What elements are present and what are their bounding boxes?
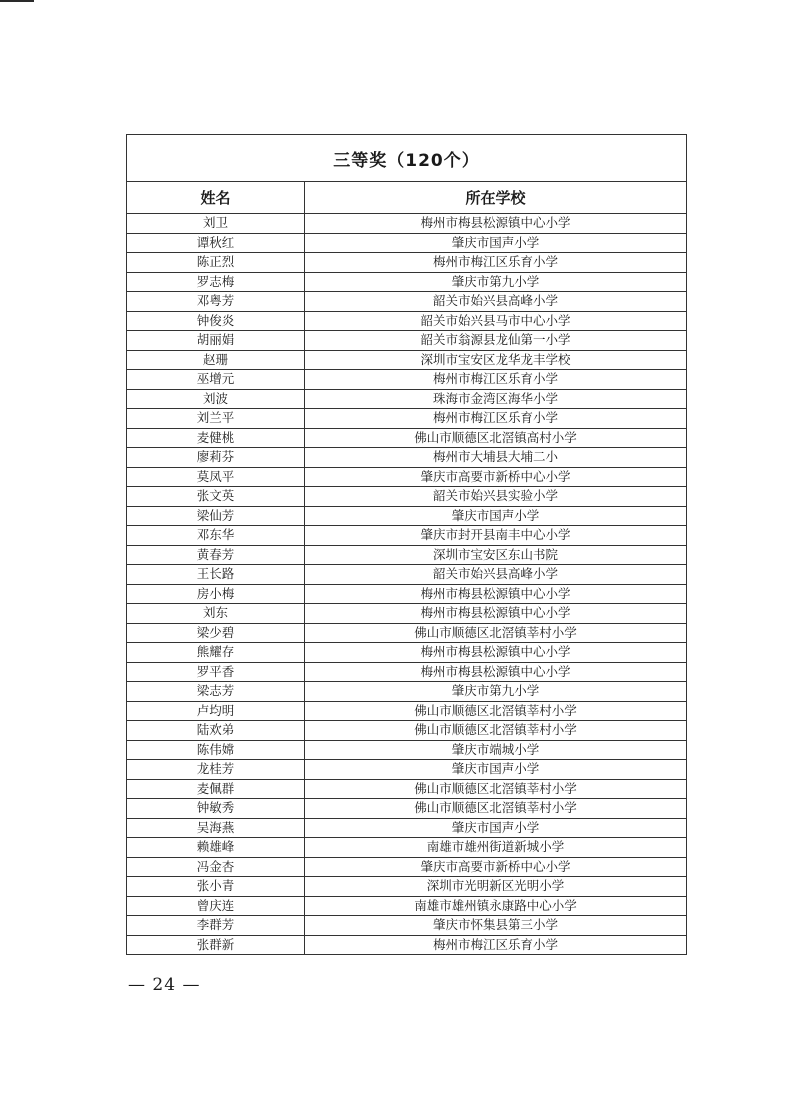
winner-name-cell: 王长路 <box>127 565 305 585</box>
school-cell: 南雄市雄州镇永康路中心小学 <box>305 896 687 916</box>
school-cell: 韶关市始兴县高峰小学 <box>305 292 687 312</box>
table-row <box>127 311 687 331</box>
winner-name-cell: 陈伟嫦 <box>127 740 305 760</box>
table-row <box>127 838 687 858</box>
winner-name-cell: 曾庆连 <box>127 896 305 916</box>
table-row <box>127 467 687 487</box>
table-row <box>127 233 687 253</box>
table-row <box>127 604 687 624</box>
table-row <box>127 682 687 702</box>
table-row <box>127 545 687 565</box>
school-cell: 韶关市始兴县高峰小学 <box>305 565 687 585</box>
school-cell: 肇庆市国声小学 <box>305 233 687 253</box>
winner-name-cell: 刘波 <box>127 389 305 409</box>
school-cell: 佛山市顺德区北滘镇莘村小学 <box>305 779 687 799</box>
school-cell: 佛山市顺德区北滘镇莘村小学 <box>305 721 687 741</box>
table-row <box>127 370 687 390</box>
winner-name-cell: 冯金杏 <box>127 857 305 877</box>
school-cell: 佛山市顺德区北滘镇高村小学 <box>305 428 687 448</box>
winner-name-cell: 莫凤平 <box>127 467 305 487</box>
winner-name-cell: 陈正烈 <box>127 253 305 273</box>
winner-name-cell: 麦佩群 <box>127 779 305 799</box>
winner-name-cell: 罗志梅 <box>127 272 305 292</box>
school-cell: 梅州市梅县松源镇中心小学 <box>305 643 687 663</box>
table-row <box>127 857 687 877</box>
school-cell: 深圳市宝安区龙华龙丰学校 <box>305 350 687 370</box>
winner-name-cell: 邓东华 <box>127 526 305 546</box>
winner-name-cell: 廖莉芬 <box>127 448 305 468</box>
winner-name-cell: 熊耀存 <box>127 643 305 663</box>
winner-name-cell: 梁志芳 <box>127 682 305 702</box>
school-cell: 肇庆市第九小学 <box>305 272 687 292</box>
table-body <box>127 214 687 955</box>
school-cell: 肇庆市国声小学 <box>305 760 687 780</box>
winner-name-cell: 赖雄峰 <box>127 838 305 858</box>
table-row <box>127 272 687 292</box>
school-cell: 梅州市梅县松源镇中心小学 <box>305 604 687 624</box>
school-cell: 肇庆市端城小学 <box>305 740 687 760</box>
table-row <box>127 799 687 819</box>
table-row <box>127 214 687 234</box>
school-cell: 南雄市雄州街道新城小学 <box>305 838 687 858</box>
table-row <box>127 506 687 526</box>
table-row <box>127 253 687 273</box>
winner-name-cell: 房小梅 <box>127 584 305 604</box>
school-cell: 韶关市翁源县龙仙第一小学 <box>305 331 687 351</box>
table-row <box>127 662 687 682</box>
school-cell: 佛山市顺德区北滘镇莘村小学 <box>305 799 687 819</box>
winner-name-cell: 罗平香 <box>127 662 305 682</box>
school-cell: 韶关市始兴县实验小学 <box>305 487 687 507</box>
table-title: 三等奖（120个） <box>127 135 687 182</box>
table-row <box>127 877 687 897</box>
table-row <box>127 701 687 721</box>
school-cell: 肇庆市怀集县第三小学 <box>305 916 687 936</box>
winner-name-cell: 钟俊炎 <box>127 311 305 331</box>
school-cell: 佛山市顺德区北滘镇莘村小学 <box>305 701 687 721</box>
school-cell: 肇庆市国声小学 <box>305 818 687 838</box>
winner-name-cell: 梁仙芳 <box>127 506 305 526</box>
school-cell: 肇庆市高要市新桥中心小学 <box>305 857 687 877</box>
winner-name-cell: 邓粤芳 <box>127 292 305 312</box>
school-cell: 梅州市大埔县大埔二小 <box>305 448 687 468</box>
winner-name-cell: 李群芳 <box>127 916 305 936</box>
school-cell: 深圳市宝安区东山书院 <box>305 545 687 565</box>
winner-name-cell: 龙桂芳 <box>127 760 305 780</box>
corner-mark <box>0 0 34 2</box>
table-row <box>127 565 687 585</box>
table-row <box>127 448 687 468</box>
school-cell: 深圳市光明新区光明小学 <box>305 877 687 897</box>
school-cell: 韶关市始兴县马市中心小学 <box>305 311 687 331</box>
table-row <box>127 916 687 936</box>
school-cell: 梅州市梅县松源镇中心小学 <box>305 662 687 682</box>
school-cell: 珠海市金湾区海华小学 <box>305 389 687 409</box>
table-row <box>127 584 687 604</box>
winner-name-cell: 谭秋红 <box>127 233 305 253</box>
table-row <box>127 350 687 370</box>
table-row <box>127 896 687 916</box>
table-row <box>127 721 687 741</box>
table-row <box>127 818 687 838</box>
table-row <box>127 935 687 955</box>
table-row <box>127 487 687 507</box>
school-cell: 肇庆市国声小学 <box>305 506 687 526</box>
school-cell: 梅州市梅江区乐育小学 <box>305 370 687 390</box>
table-row <box>127 292 687 312</box>
table-row <box>127 389 687 409</box>
winner-name-cell: 赵珊 <box>127 350 305 370</box>
school-cell: 梅州市梅县松源镇中心小学 <box>305 214 687 234</box>
table-row <box>127 331 687 351</box>
table-row <box>127 740 687 760</box>
winner-name-cell: 钟敏秀 <box>127 799 305 819</box>
column-header-name: 姓名 <box>127 182 305 214</box>
winner-name-cell: 张群新 <box>127 935 305 955</box>
winner-name-cell: 陆欢弟 <box>127 721 305 741</box>
table-row <box>127 760 687 780</box>
winner-name-cell: 卢均明 <box>127 701 305 721</box>
winner-name-cell: 张小青 <box>127 877 305 897</box>
winner-name-cell: 黄春芳 <box>127 545 305 565</box>
table-row <box>127 409 687 429</box>
table-row <box>127 643 687 663</box>
school-cell: 肇庆市高要市新桥中心小学 <box>305 467 687 487</box>
winner-name-cell: 胡丽娟 <box>127 331 305 351</box>
winner-name-cell: 刘东 <box>127 604 305 624</box>
school-cell: 梅州市梅江区乐育小学 <box>305 935 687 955</box>
winner-name-cell: 刘兰平 <box>127 409 305 429</box>
winner-name-cell: 刘卫 <box>127 214 305 234</box>
award-table <box>126 134 687 955</box>
table-row <box>127 623 687 643</box>
winner-name-cell: 麦健桃 <box>127 428 305 448</box>
table-row <box>127 428 687 448</box>
winner-name-cell: 吴海燕 <box>127 818 305 838</box>
school-cell: 梅州市梅江区乐育小学 <box>305 409 687 429</box>
school-cell: 肇庆市封开县南丰中心小学 <box>305 526 687 546</box>
table-row <box>127 779 687 799</box>
school-cell: 肇庆市第九小学 <box>305 682 687 702</box>
winner-name-cell: 张文英 <box>127 487 305 507</box>
school-cell: 佛山市顺德区北滘镇莘村小学 <box>305 623 687 643</box>
school-cell: 梅州市梅县松源镇中心小学 <box>305 584 687 604</box>
winner-name-cell: 梁少碧 <box>127 623 305 643</box>
column-header-school: 所在学校 <box>305 182 687 214</box>
school-cell: 梅州市梅江区乐育小学 <box>305 253 687 273</box>
page-number: — 24 — <box>128 975 201 995</box>
table-row <box>127 526 687 546</box>
winner-name-cell: 巫增元 <box>127 370 305 390</box>
